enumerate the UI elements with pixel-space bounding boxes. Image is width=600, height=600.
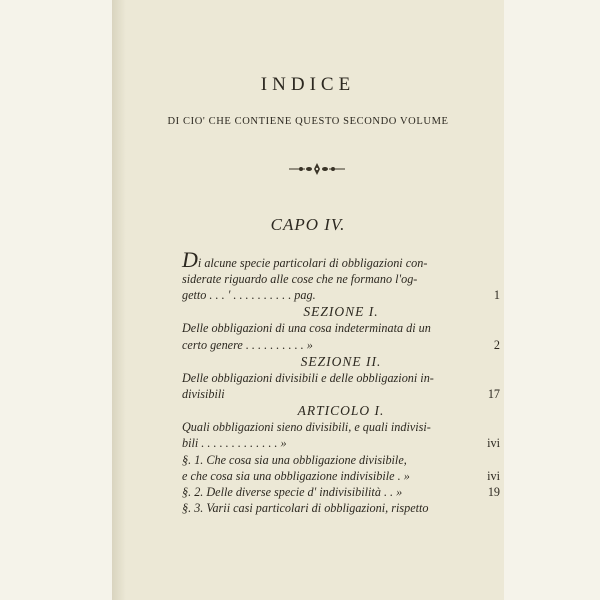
entry-text: getto . . . ' . . . . . . . . . . pag. <box>182 288 316 303</box>
entry-line <box>182 370 500 386</box>
page-number: ivi <box>487 468 500 483</box>
entry-line <box>182 452 500 468</box>
floral-ornament-icon <box>287 162 347 176</box>
entry-line <box>182 287 500 303</box>
entry-line <box>182 320 500 336</box>
entry-text: siderate riguardo alle cose che ne formano l'og- <box>182 272 418 286</box>
page-number: 17 <box>487 386 500 401</box>
entry-text: §. 2. Delle diverse specie d' indivisibilità . . » <box>182 484 403 499</box>
entry-text: Delle obbligazioni divisibili e delle obbligazioni in- <box>182 370 434 385</box>
page-number: 19 <box>487 484 500 499</box>
index-title: INDICE <box>260 74 356 95</box>
index-subtitle: DI CIO' CHE CONTIENE QUESTO SECONDO VOLUME <box>167 116 449 127</box>
entry-text: bili . . . . . . . . . . . . . » <box>182 436 287 451</box>
entry-line <box>182 435 500 451</box>
entry-line <box>182 468 500 484</box>
entry-text: §. 1. Che cosa sia una obbligazione divisibile, <box>182 452 407 467</box>
entry-line <box>182 386 500 402</box>
entry-text: §. 3. Varii casi particolari di obbligazioni, rispetto <box>182 501 429 516</box>
entry-text: Delle obbligazioni di una cosa indeterminata di un <box>182 321 431 336</box>
page-number: 1 <box>493 288 500 303</box>
entry-line <box>182 247 500 272</box>
entry-line <box>182 484 500 500</box>
page-number: 2 <box>493 337 500 352</box>
entry-text: Quali obbligazioni sieno divisibili, e quali indivisi- <box>182 420 431 435</box>
page-number: ivi <box>487 436 500 451</box>
entry-text: e che cosa sia una obbligazione indivisibile . » <box>182 468 410 483</box>
entry-text: i alcune specie particolari di obbligazioni con- <box>197 256 428 270</box>
entry-line <box>182 419 500 435</box>
article-heading: ARTICOLO I. <box>297 403 385 419</box>
chapter-heading: CAPO IV. <box>270 215 346 234</box>
drop-cap: D <box>182 247 198 272</box>
index-entries <box>182 247 500 516</box>
entry-text: certo genere . . . . . . . . . . » <box>182 337 313 352</box>
section-heading: SEZIONE II. <box>300 353 382 369</box>
entry-line <box>182 271 500 287</box>
book-page <box>112 0 504 600</box>
section-heading: SEZIONE I. <box>303 304 379 320</box>
entry-line <box>182 500 500 516</box>
entry-line <box>182 337 500 353</box>
entry-text: divisibili <box>182 386 225 401</box>
